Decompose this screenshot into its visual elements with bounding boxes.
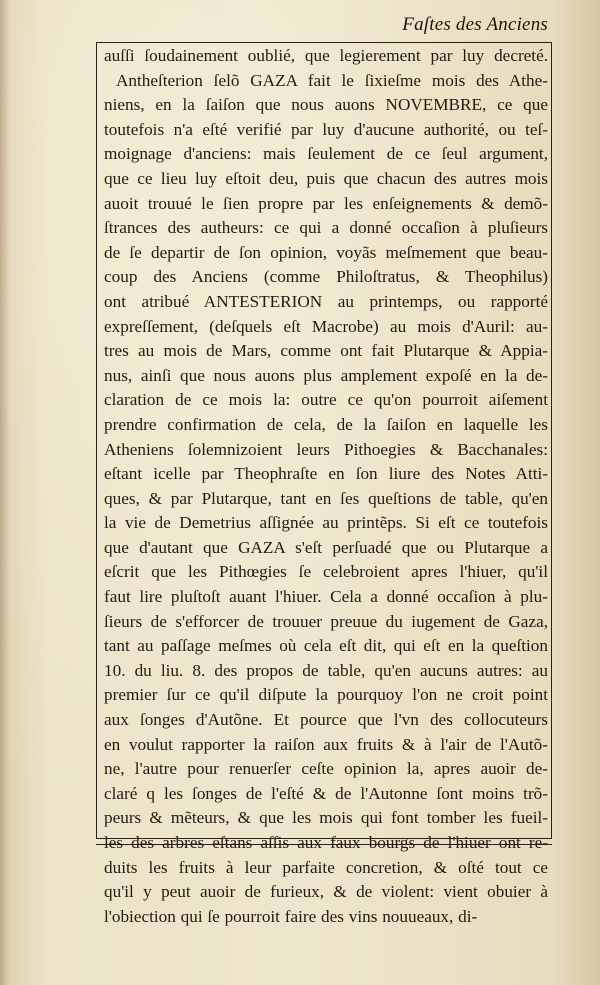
text-line: expreſſement, (deſquels eſt Macrobe) au mois d'Auril: au-: [104, 316, 548, 336]
text-line: tres au mois de Mars, comme ont fait Plutarque & Appia-: [104, 341, 548, 361]
text-line: premier ſur ce qu'il diſpute la pourquoy l'on ne croit point: [104, 685, 548, 705]
left-frame-rule: [96, 42, 97, 839]
text-line: moignage d'anciens: mais ſeulement de ce ſeul argument,: [104, 144, 548, 164]
running-title: Faſtes des Anciens: [402, 14, 548, 35]
text-line: 10. du liu. 8. des propos de table, qu'en aucuns autres: au: [104, 660, 548, 680]
text-line: Atheniens ſolemnizoient leurs Pithoegies & Bacchanales:: [104, 439, 548, 459]
right-frame-rule: [551, 42, 552, 839]
text-line: eſcrit que les Pithœgies ſe celebroient apres l'hiuer, qu'il: [104, 562, 548, 582]
text-line: faut lire pluſtoſt auant l'hiuer. Cela a donné occaſion à plu-: [104, 587, 548, 607]
text-line: la vie de Demetrius aſſignée au printẽps. Si eſt ce toutefois: [104, 513, 548, 533]
text-line: duits les fruits à leur parfaite concretion, & oſté tout ce: [104, 857, 548, 877]
text-line: que d'autant que GAZA s'eſt perſuadé que ou Plutarque a: [104, 537, 548, 557]
header-rule: [96, 42, 552, 43]
text-line: claration de ce mois la: outre ce qu'on pourroit aiſement: [104, 390, 548, 410]
text-line: peurs & mẽteurs, & que les mois qui font tomber les fueil-: [104, 808, 548, 828]
running-header: [96, 8, 552, 42]
text-line: niens, en la ſaiſon que nous auons NOVEMBRE, ce que: [104, 95, 548, 115]
text-line: coup des Anciens (comme Philoſtratus, & Theophilus): [104, 267, 548, 287]
text-line: nus, ainſi que nous auons plus amplement expoſé en la de-: [104, 365, 548, 385]
text-line: ont atribué ANTESTERION au printemps, ou rapporté: [104, 291, 548, 311]
text-line: Antheſterion ſelõ GAZA fait le ſixieſme mois des Athe-: [116, 70, 548, 90]
binding-shadow: [0, 0, 10, 985]
text-line: l'obiection qui ſe pourroit faire des vins nouueaux, di-: [104, 906, 478, 926]
text-line: ſtrances des autheurs: ce qui a donné occaſion à pluſieurs: [104, 218, 548, 238]
text-line: de ſe departir de ſon opinion, voyãs meſmement que beau-: [104, 242, 548, 262]
text-line: prendre confirmation de cela, de la ſaiſon en laquelle les: [104, 414, 548, 434]
text-line: ne, l'autre pour renuerſer ceſte opinion la, apres auoir de-: [104, 759, 548, 779]
text-line: que ce lieu luy eſtoit deu, puis que chacun des autres mois: [104, 168, 548, 188]
text-line: claré q les ſonges de l'eſté & de l'Autonne ſont moins trõ-: [104, 783, 548, 803]
text-line: aux ſonges d'Autõne. Et pource que l'vn des collocuteurs: [104, 710, 548, 730]
text-line: en voulut rapporter la raiſon aux fruits & à l'air de l'Autõ-: [104, 734, 548, 754]
text-line: auoit trouué le ſien propre par les enſeignements & demõ-: [104, 193, 548, 213]
text-line: qu'il y peut auoir de furieux, & de violent: vient obuier à: [104, 882, 548, 902]
text-line: tant au paſſage meſmes où cela eſt dit, qui eſt en la queſtion: [104, 636, 548, 656]
text-line: auſſi ſoudainement oublié, que legierement par luy decreté.: [104, 46, 548, 65]
body-text: [104, 44, 548, 929]
text-line: ques, & par Plutarque, tant en ſes queſtions de table, qu'en: [104, 488, 548, 508]
text-line: eſtant icelle par Theophraſte en ſon liure des Notes Atti-: [104, 464, 548, 484]
text-line: toutefois n'a eſté verifié par luy d'aucune authorité, ou teſ-: [104, 119, 548, 139]
text-line: les des arbres eſtans aſſis aux faux bourgs de l'hiuer ont re-: [104, 833, 548, 852]
text-line: ſieurs de s'efforcer de trouuer preuue du iugement de Gaza,: [104, 611, 548, 631]
